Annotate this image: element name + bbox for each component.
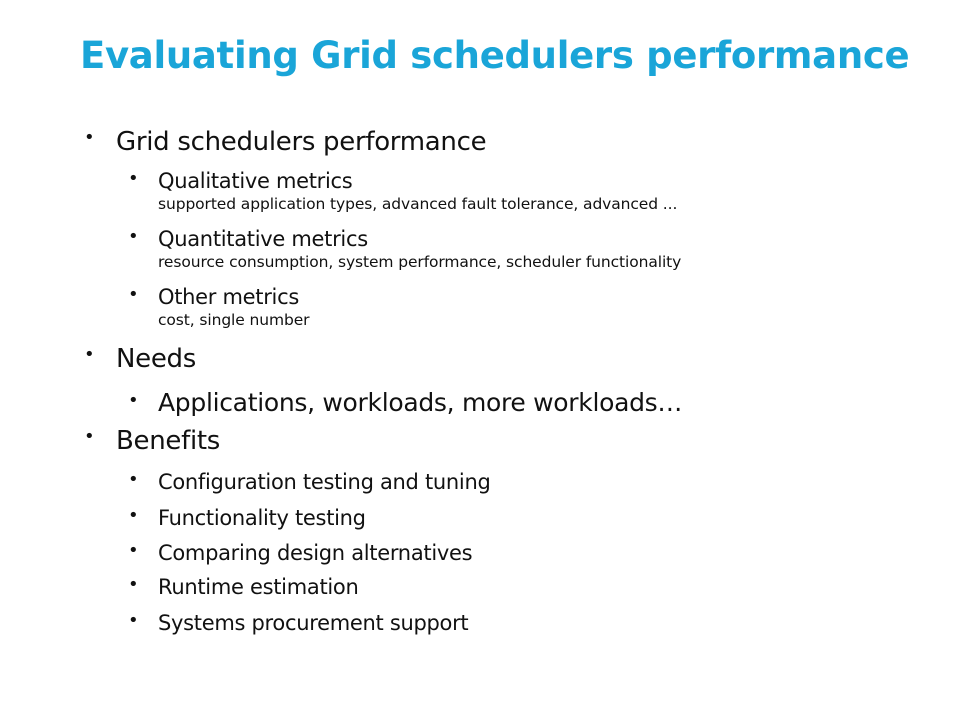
slide-title: Evaluating Grid schedulers performance — [80, 34, 910, 77]
bullet-other-metrics — [128, 284, 310, 330]
bullet-label: Quantitative metrics — [158, 227, 368, 251]
bullet-icon: • — [84, 344, 95, 365]
bullet-label: Grid schedulers performance — [116, 127, 487, 157]
bullet-detail: resource consumption, system performance, scheduler functionality — [158, 253, 682, 271]
bullet-runtime-estimation — [128, 574, 359, 600]
bullet-qualitative-metrics — [128, 168, 678, 214]
bullet-label: Needs — [116, 344, 196, 374]
bullet-icon: • — [128, 540, 139, 561]
bullet-quantitative-metrics — [128, 226, 682, 272]
bullet-configuration-testing — [128, 469, 491, 495]
bullet-detail: cost, single number — [158, 311, 310, 329]
bullet-comparing-design — [128, 540, 473, 566]
bullet-label: Comparing design alternatives — [158, 541, 473, 565]
bullet-icon: • — [128, 284, 139, 305]
bullet-icon: • — [84, 426, 95, 447]
bullet-icon: • — [128, 574, 139, 595]
bullet-label: Applications, workloads, more workloads… — [158, 388, 683, 417]
bullet-icon: • — [128, 226, 139, 247]
bullet-benefits — [84, 425, 221, 457]
bullet-icon: • — [84, 127, 95, 148]
bullet-icon: • — [128, 505, 139, 526]
bullet-detail: supported application types, advanced fault tolerance, advanced ... — [158, 195, 678, 213]
bullet-applications-workloads — [128, 387, 683, 419]
bullet-label: Other metrics — [158, 285, 299, 309]
bullet-functionality-testing — [128, 505, 366, 531]
bullet-needs — [84, 343, 196, 375]
bullet-label: Runtime estimation — [158, 575, 359, 599]
bullet-grid-schedulers-performance — [84, 126, 487, 158]
bullet-label: Systems procurement support — [158, 611, 469, 635]
bullet-icon: • — [128, 469, 139, 490]
bullet-icon: • — [128, 390, 139, 411]
bullet-label: Configuration testing and tuning — [158, 470, 491, 494]
bullet-icon: • — [128, 168, 139, 189]
bullet-icon: • — [128, 610, 139, 631]
bullet-label: Qualitative metrics — [158, 169, 353, 193]
bullet-systems-procurement — [128, 610, 469, 636]
bullet-label: Functionality testing — [158, 506, 366, 530]
bullet-label: Benefits — [116, 426, 221, 456]
